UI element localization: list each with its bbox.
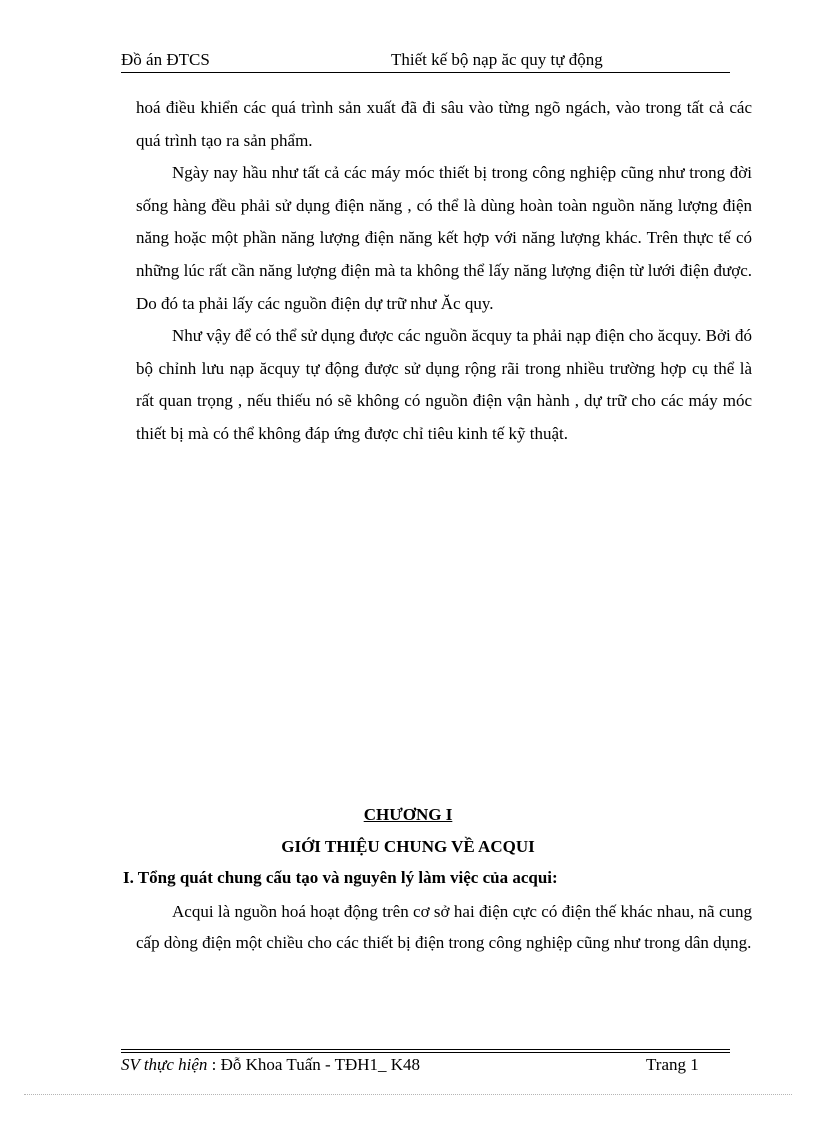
intro-text (136, 92, 752, 451)
chapter-number: CHƯƠNG I (363, 805, 453, 824)
footer-page-number: Trang 1 (646, 1055, 699, 1074)
footer-rule-top (121, 1049, 730, 1050)
section-paragraph: Acqui là nguồn hoá hoạt động trên cơ sở hai điện cực có điện thế khác nhau, nã cung cấp dòng điện một chiều cho các thiết bị điện trong công nghiệp cũng như trong dân dụng. (136, 902, 752, 952)
intro-paragraph-1: hoá điều khiển các quá trình sản xuất đã đi sâu vào từng ngõ ngách, vào trong tất cả các quá trình tạo ra sản phẩm. (136, 98, 752, 150)
header-project-label: Đồ án ĐTCS (121, 50, 210, 69)
page-header (121, 48, 730, 73)
footer-author-label: SV thực hiện (121, 1055, 208, 1074)
intro-paragraph-2: Ngày nay hầu như tất cả các máy móc thiết bị trong công nghiệp cũng như trong đời sống hàng đều phải sử dụng điện năng , có thể là dùng hoàn toàn nguồn năng lượng điện năng hoặc một phần năng lượng điện năng kết hợp với năng lượng khác. Trên thực tế có những lúc rất cần năng lượng điện mà ta không thể lấy năng lượng điện từ lưới điện được. Do đó ta phải lấy các nguồn điện dự trữ như Ăc quy. (136, 163, 752, 313)
page-edge-divider (24, 1094, 792, 1095)
footer-rule-bottom (121, 1052, 730, 1053)
footer-author: : Đỗ Khoa Tuấn - TĐH1_ K48 (207, 1055, 421, 1074)
intro-paragraph-3: Như vậy để có thể sử dụng được các nguồn ăcquy ta phải nạp điện cho ăcquy. Bởi đó bộ chỉnh lưu nạp ăcquy tự động được sử dụng rộng rãi trong nhiều trường hợp cụ thể là rất quan trọng , nếu thiếu nó sẽ không có nguồn điện vận hành , dự trữ cho các máy móc thiết bị mà có thể không đáp ứng được chỉ tiêu kinh tế kỹ thuật. (136, 326, 752, 443)
page-footer (121, 1055, 730, 1075)
header-document-title: Thiết kế bộ nạp ăc quy tự động (391, 50, 603, 69)
chapter-title: GIỚI THIỆU CHUNG VỀ ACQUI (281, 837, 535, 856)
section-text (136, 896, 752, 958)
section-heading: I. Tổng quát chung cấu tạo và nguyên lý làm việc của acqui: (123, 868, 558, 887)
